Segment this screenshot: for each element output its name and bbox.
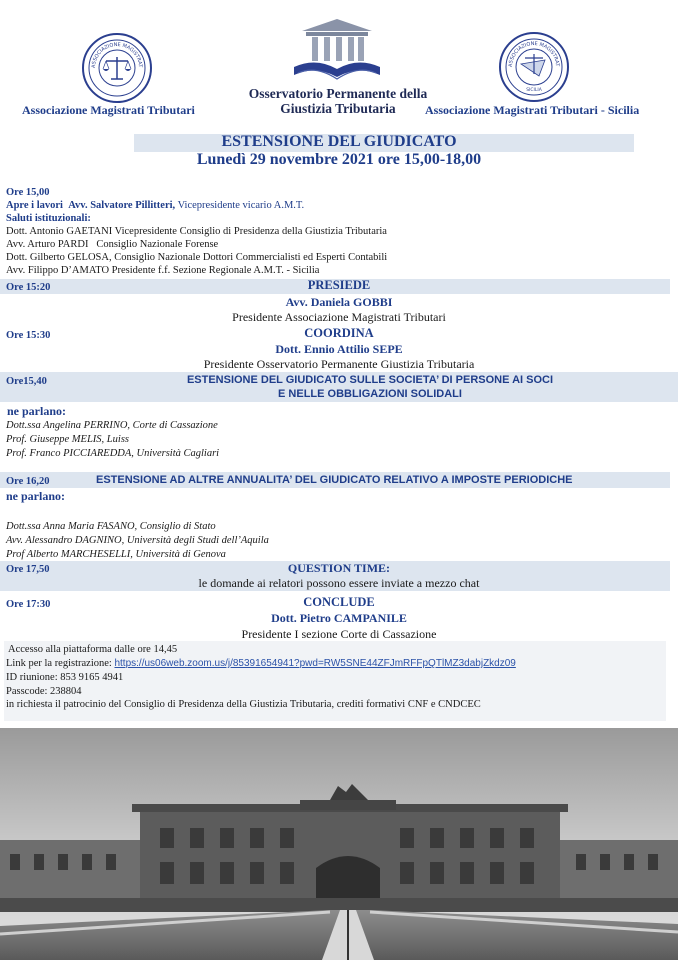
amt-sicilia-logo [499, 32, 569, 102]
session1-title-line2: E NELLE OBBLIGAZIONI SOLIDALI [278, 388, 462, 400]
palace-photo [0, 728, 678, 960]
conclude-role: Presidente I sezione Corte di Cassazione [241, 627, 437, 641]
session2-speakers-label: ne parlano: [6, 489, 66, 503]
question-time: Ore 17,50 [6, 564, 50, 575]
opening-row [6, 199, 304, 212]
presiede-label: PRESIEDE [307, 278, 371, 292]
saluti-item: Dott. Gilberto GELOSA, Consiglio Nazionale Dottori Commercialisti ed Esperti Contabili [6, 252, 388, 263]
speaker: Dott.ssa Anna Maria FASANO, Consiglio di Stato [6, 521, 216, 532]
center-org-line2: Giustizia Tributaria [280, 101, 396, 116]
event-title: ESTENSIONE DEL GIUDICATO [221, 133, 457, 150]
saluti-item: Dott. Antonio GAETANI Vicepresidente Consiglio di Presidenza della Giustizia Tributaria [6, 226, 387, 237]
speaker: Prof Alberto MARCHESELLI, Università di Genova [6, 549, 226, 560]
apre-name: Avv. Salvatore Pillitteri, [68, 200, 176, 211]
speaker: Prof. Franco PICCIAREDDA, Università Cagliari [6, 448, 220, 459]
link-label: Link per la registrazione: [6, 658, 112, 669]
saluti-item: Avv. Filippo D’AMATO Presidente f.f. Sezione Regionale A.M.T. - Sicilia [6, 265, 320, 276]
presiede-name: Avv. Daniela GOBBI [285, 295, 393, 309]
speaker: Dott.ssa Angelina PERRINO, Corte di Cassazione [6, 420, 218, 431]
amt-sicilia-logo-arc-text: ASSOCIAZIONE MAGISTRAT [507, 40, 561, 68]
saluti-item: Avv. Arturo PARDI Consiglio Nazionale Forense [6, 239, 219, 250]
amt-sicilia-logo-sub: SICILIA [526, 88, 542, 93]
question-text: le domande ai relatori possono essere inviate a mezzo chat [198, 576, 480, 590]
speaker: Prof. Giuseppe MELIS, Luiss [6, 434, 129, 445]
amt-logo-arc-text: ASSOCIAZIONE MAGISTRAT [90, 41, 144, 69]
left-org-name: Associazione Magistrati Tributari [22, 103, 195, 117]
right-org-name: Associazione Magistrati Tributari - Sicilia [425, 103, 640, 117]
registration-link[interactable]: https://us06web.zoom.us/j/85391654941?pwd=RW5SNE44ZFJmRFFpQTlMZ3dabjZkdz09 [114, 658, 516, 669]
session2-title: ESTENSIONE AD ALTRE ANNUALITA’ DEL GIUDICATO RELATIVO A IMPOSTE PERIODICHE [96, 474, 573, 486]
speaker: Avv. Alessandro DAGNINO, Università degli Studi dell’Aquila [6, 535, 269, 546]
event-date: Lunedì 29 novembre 2021 ore 15,00-18,00 [196, 151, 482, 168]
registration-link-row [6, 657, 516, 670]
opgt-logo [292, 17, 382, 87]
apre-label: Apre i lavori [6, 200, 63, 211]
center-org-line1: Osservatorio Permanente della [248, 86, 428, 101]
opening-time: Ore 15,00 [6, 187, 50, 198]
session1-speakers-label: ne parlano: [7, 404, 67, 418]
coordina-role: Presidente Osservatorio Permanente Giustizia Tributaria [203, 357, 475, 371]
patronage-note: in richiesta il patrocinio del Consiglio di Presidenza della Giustizia Tributaria, crediti formativi CNF e CNDCEC [6, 699, 481, 710]
meeting-id: ID riunione: 853 9165 4941 [6, 672, 124, 683]
access-info: Accesso alla piattaforma dalle ore 14,45 [8, 644, 178, 655]
coordina-label: COORDINA [304, 326, 374, 340]
amt-logo [82, 33, 152, 103]
conclude-time: Ore 17:30 [6, 599, 51, 610]
session1-time: Ore15,40 [6, 376, 47, 387]
presiede-time: Ore 15:20 [6, 282, 51, 293]
center-org-name [228, 86, 448, 116]
passcode: Passcode: 238804 [6, 686, 82, 697]
saluti-label: Saluti istituzionali: [6, 213, 91, 224]
conclude-name: Dott. Pietro CAMPANILE [271, 611, 407, 625]
conclude-label: CONCLUDE [303, 595, 375, 609]
apre-role: Vicepresidente vicario A.M.T. [177, 200, 305, 211]
coordina-name: Dott. Ennio Attilio SEPE [275, 342, 403, 356]
question-label: QUESTION TIME: [287, 561, 391, 575]
presiede-role: Presidente Associazione Magistrati Tributari [232, 310, 446, 324]
coordina-time: Ore 15:30 [6, 330, 51, 341]
session2-time: Ore 16,20 [6, 476, 50, 487]
session1-title-line1: ESTENSIONE DEL GIUDICATO SULLE SOCIETA’ DI PERSONE AI SOCI [186, 374, 554, 386]
